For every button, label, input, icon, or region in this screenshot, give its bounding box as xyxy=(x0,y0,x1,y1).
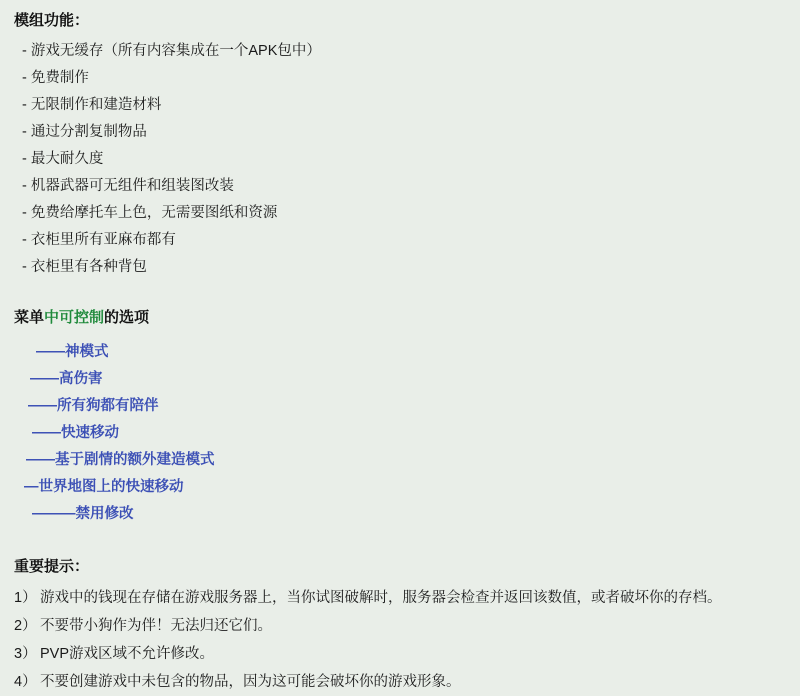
note-text: 不要创建游戏中未包含的物品，因为这可能会破坏你的游戏形象。 xyxy=(40,674,461,690)
list-item xyxy=(14,584,786,612)
list-item: ——所有狗都有陪伴 xyxy=(28,398,159,414)
list-item: - 免费给摩托车上色，无需要图纸和资源 xyxy=(22,205,278,221)
features-heading: 模组功能： xyxy=(14,12,90,29)
list-item: - 衣柜里所有亚麻布都有 xyxy=(22,232,176,248)
list-item: - 衣柜里有各种背包 xyxy=(22,259,147,275)
list-item: - 机器武器可无组件和组装图改装 xyxy=(22,178,234,194)
notes-list xyxy=(14,584,786,696)
list-item: ——基于剧情的额外建造模式 xyxy=(26,452,215,468)
features-list xyxy=(14,38,786,281)
menu-options-list xyxy=(14,339,786,528)
note-text: 游戏中的钱现在存储在游戏服务器上，当你试图破解时，服务器会检查并返回该数值，或者破坏你的存档。 xyxy=(40,590,722,606)
note-number: 4） xyxy=(14,674,37,690)
list-item: - 免费制作 xyxy=(22,70,89,86)
menu-heading-prefix: 菜单 xyxy=(14,309,45,326)
list-item: - 无限制作和建造材料 xyxy=(22,97,162,113)
list-item xyxy=(14,640,786,668)
list-item: - 最大耐久度 xyxy=(22,151,104,167)
note-number: 2） xyxy=(14,618,37,634)
list-item: —世界地图上的快速移动 xyxy=(24,479,184,495)
list-item: - 游戏无缓存（所有内容集成在一个APK包中） xyxy=(22,43,321,59)
list-item: ———禁用修改 xyxy=(32,506,134,522)
menu-options-heading xyxy=(14,307,786,329)
notes-heading: 重要提示： xyxy=(14,558,90,575)
menu-heading-suffix: 的选项 xyxy=(104,309,150,326)
menu-heading-highlight: 中可控制 xyxy=(44,309,105,326)
list-item xyxy=(14,668,786,696)
note-number: 3） xyxy=(14,646,37,662)
list-item: ——神模式 xyxy=(36,344,109,360)
note-text: 不要带小狗作为伴！无法归还它们。 xyxy=(40,618,272,634)
list-item: ——高伤害 xyxy=(30,371,103,387)
note-text: PVP游戏区域不允许修改。 xyxy=(40,646,215,662)
note-number: 1） xyxy=(14,590,37,606)
list-item: ——快速移动 xyxy=(32,425,119,441)
list-item: - 通过分割复制物品 xyxy=(22,124,147,140)
